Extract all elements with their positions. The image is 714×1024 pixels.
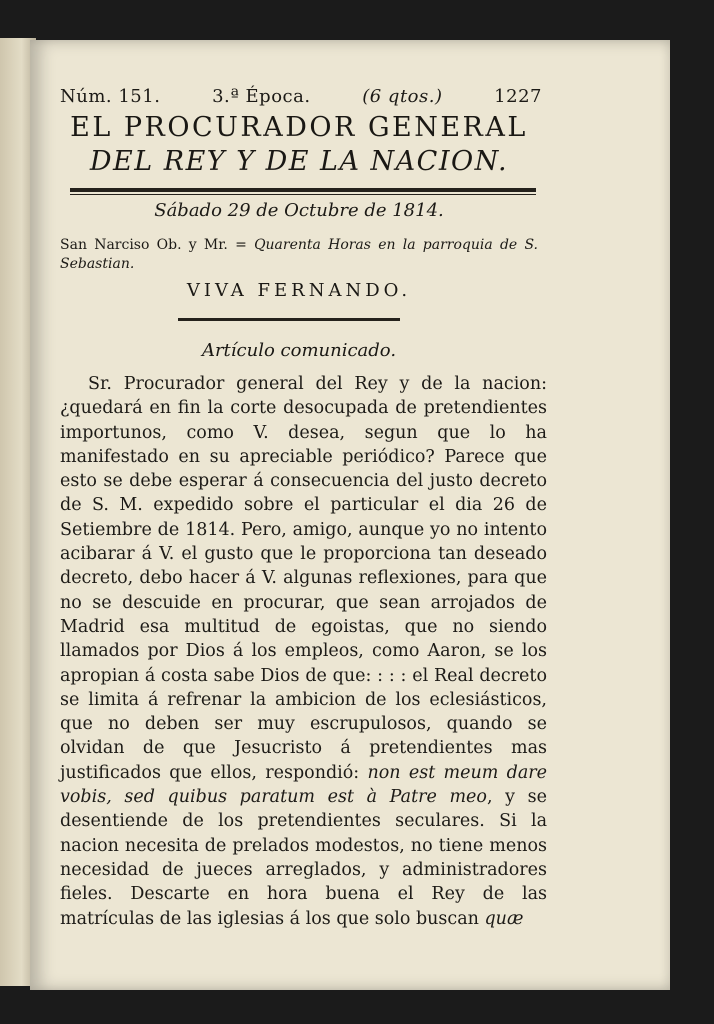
masthead-title-line1: EL PROCURADOR GENERAL (70, 112, 528, 143)
article-paragraph (60, 372, 547, 931)
page-sheet (30, 40, 670, 990)
saint-name: San Narciso Ob. y Mr. = (60, 237, 255, 253)
article-title: Artículo comunicado. (201, 340, 397, 361)
catchword: quæ (484, 908, 524, 929)
issue-number: Núm. 151. (60, 86, 161, 107)
article-text-part1: Sr. Procurador general del Rey y de la nacion: ¿quedará en fin la corte desocupada de pretendientes importunos, como V. desea, segun que lo ha manifestado en su apreciable periódico? Parece que esto se debe esperar á consecuencia del justo decreto de S. M. expedido sobre el particular el dia 26 de Setiembre de 1814. Pero, amigo, aunque yo no intento acibarar á V. el gusto que le proporciona tan deseado decreto, debo hacer á V. algunas reflexiones, para que no se descuide en procurar, que sean arrojados de Madrid esa multitud de egoistas, que no siendo llamados por Dios á los empleos, como Aaron, se los apropian á costa sabe Dios de que: : : : el Real decreto se limita á refrenar la ambicion de los eclesiásticos, que no deben ser muy escrupulosos, quando se olvidan de que Jesucristo á pretendientes mas justificados que ellos, respondió: (60, 374, 547, 783)
page-number: 1227 (494, 86, 542, 107)
issue-header (60, 86, 542, 107)
motto: VIVA FERNANDO. (186, 280, 412, 301)
latin-quote: non est meum dare vobis, sed quibus paratum est à Patre meo (60, 762, 547, 808)
epoch-label: 3.ª Época. (212, 86, 311, 107)
article-text-part2: , y se desentiende de los pretendientes seculares. Si la nacion necesita de prelados modestos, no tiene menos necesidad de jueces arreglados, y administradores fieles. Descarte en hora buena el Rey de las matrículas de las iglesias á los que solo buscan (60, 787, 547, 929)
masthead-rule-thin (70, 194, 536, 195)
issue-date: Sábado 29 de Octubre de 1814. (154, 200, 444, 221)
devotion-note: Quarenta Horas en la parroquia de S. Sebastian. (60, 237, 538, 272)
saint-of-day (60, 236, 538, 274)
article-body (60, 372, 547, 931)
masthead-title-line2: DEL REY Y DE LA NACION. (89, 146, 509, 177)
masthead-rule-thick (70, 188, 536, 192)
newspaper-page (30, 40, 670, 990)
motto-rule (178, 318, 400, 321)
sheet-count: (6 qtos.) (362, 86, 443, 107)
